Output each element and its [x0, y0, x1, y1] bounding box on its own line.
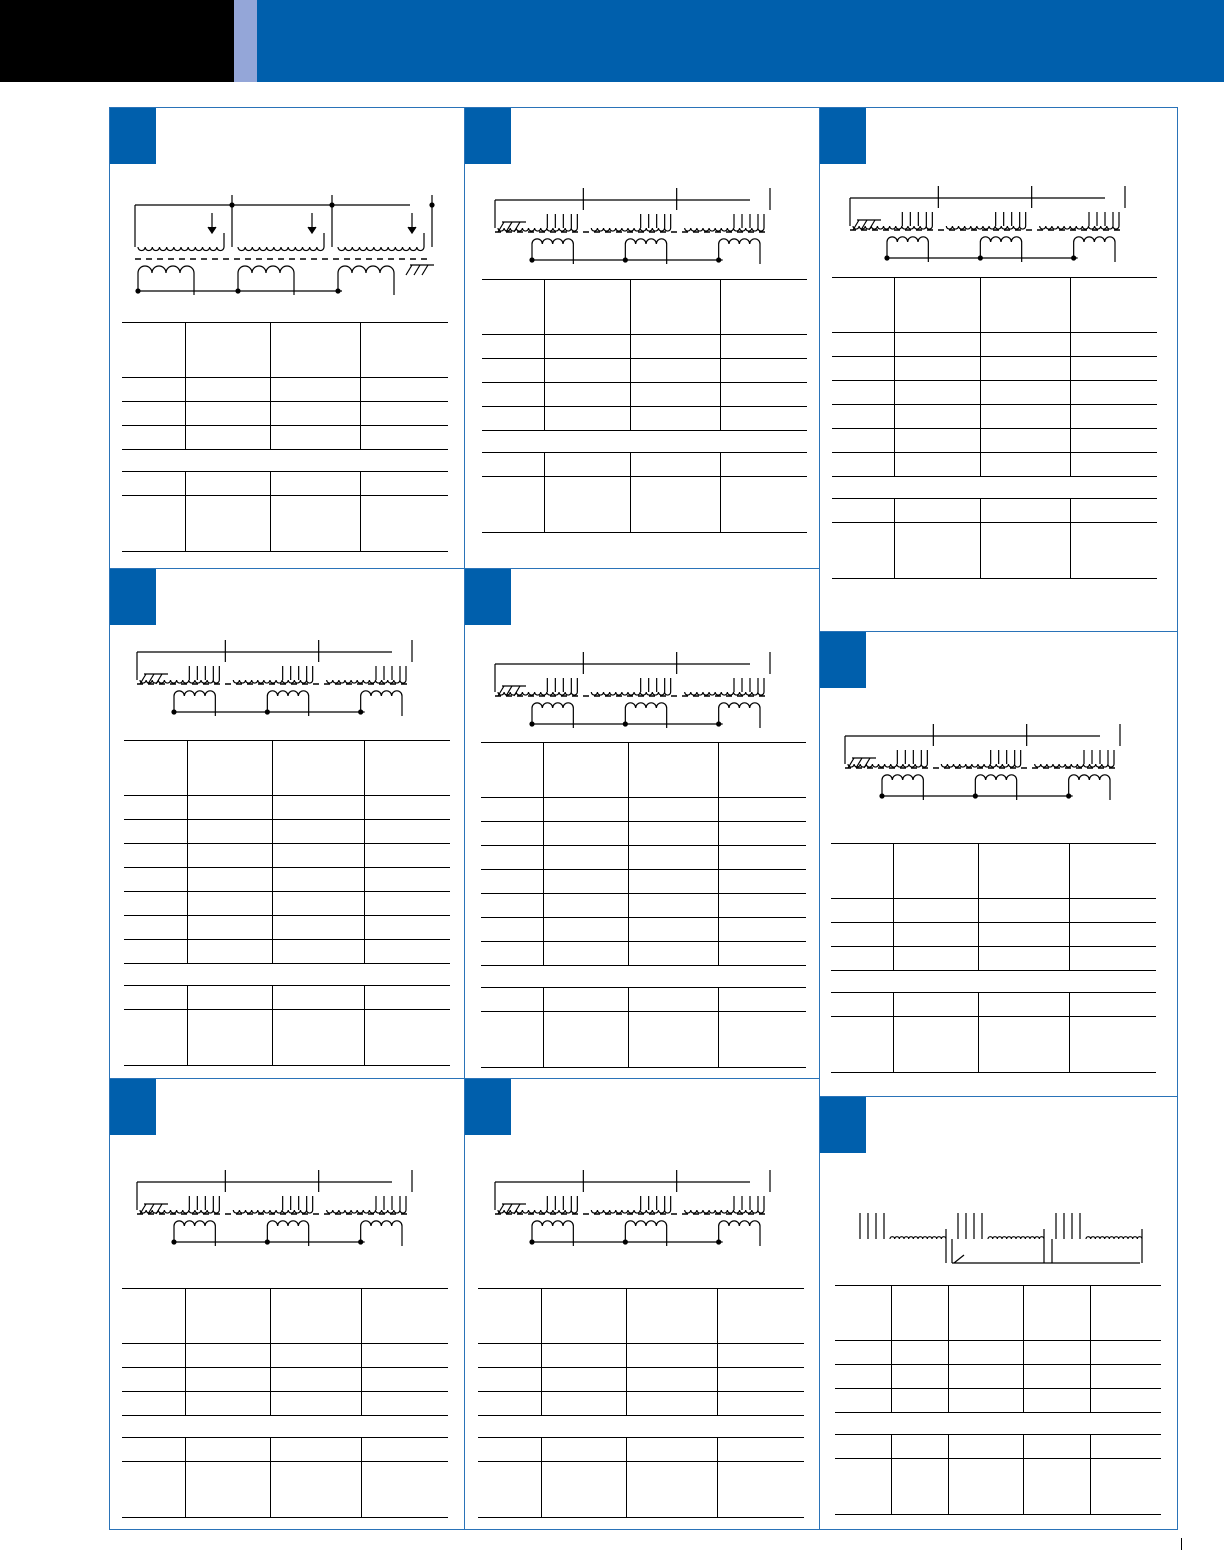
table-row-rule: [122, 401, 448, 402]
table-row-rule: [478, 1391, 804, 1392]
table-row-rule: [831, 898, 1156, 899]
table-row-rule: [832, 428, 1157, 429]
footer-table-column-rule: [1023, 1434, 1024, 1514]
footer-table-rule: [835, 1458, 1161, 1459]
footer-table-column-rule: [270, 1437, 271, 1517]
secondary-coil: [625, 1221, 666, 1226]
secondary-coil: [361, 1221, 402, 1226]
footer-table-bottom-rule: [124, 1065, 450, 1066]
transformer-winding-diagram: [495, 1170, 770, 1246]
table-column-rule: [626, 1288, 627, 1415]
table-row-rule: [122, 1367, 448, 1368]
grid-top-border: [109, 107, 1178, 108]
panel-number-badge: [110, 1079, 156, 1135]
table-column-rule: [272, 740, 273, 963]
table-column-rule: [360, 322, 361, 449]
panel-number-badge: [465, 569, 511, 625]
primary-coil: [140, 1210, 219, 1213]
table-top-rule: [478, 1288, 804, 1289]
footer-table-column-rule: [717, 1437, 718, 1517]
footer-table-column-rule: [718, 987, 719, 1067]
footer-table-column-rule: [272, 985, 273, 1065]
primary-coil: [498, 228, 577, 231]
junction-dot: [330, 203, 334, 207]
secondary-coil: [267, 691, 308, 696]
secondary-coil: [719, 703, 760, 708]
footer-table-rule: [124, 985, 450, 986]
secondary-coil: [1069, 775, 1110, 780]
panel-number-badge: [820, 108, 866, 164]
table-row-rule: [122, 1415, 448, 1416]
footer-table-column-rule: [187, 985, 188, 1065]
delta-diagonal: [954, 1255, 964, 1263]
secondary-coil: [1074, 237, 1115, 242]
primary-coil: [498, 692, 577, 695]
transformer-winding-diagram: [495, 652, 770, 728]
transformer-winding-diagram: [860, 1213, 1142, 1263]
table-top-rule: [124, 740, 450, 741]
table-column-rule: [185, 1288, 186, 1415]
footer-table-column-rule: [1070, 498, 1071, 578]
footer-table-rule: [122, 471, 448, 472]
table-column-rule: [1070, 277, 1071, 476]
table-row-rule: [835, 1412, 1161, 1413]
footer-table-column-rule: [720, 452, 721, 532]
primary-coil: [848, 764, 927, 767]
transformer-winding-diagram: [850, 186, 1125, 262]
table-column-rule: [270, 322, 271, 449]
table-top-rule: [122, 322, 448, 323]
ground-hatch: [422, 265, 428, 275]
table-row-rule: [122, 449, 448, 450]
table-column-rule: [1069, 843, 1070, 970]
panel-number-badge: [465, 1079, 511, 1135]
secondary-coil: [532, 703, 573, 708]
table-row-rule: [124, 963, 450, 964]
table-column-rule: [361, 1288, 362, 1415]
table-row-rule: [124, 891, 450, 892]
table-row-rule: [481, 893, 806, 894]
tap-arrow-head: [308, 227, 316, 233]
table-row-rule: [478, 1415, 804, 1416]
secondary-coil: [625, 703, 666, 708]
table-row-rule: [482, 334, 807, 335]
primary-coil: [685, 1210, 764, 1213]
footer-table-column-rule: [980, 498, 981, 578]
grid-bottom-border: [109, 1529, 1178, 1530]
primary-coil: [327, 1210, 406, 1213]
primary-coil: [853, 226, 932, 229]
secondary-coil: [882, 775, 923, 780]
table-column-rule: [978, 843, 979, 970]
primary-coil: [1040, 226, 1119, 229]
table-top-rule: [481, 742, 806, 743]
footer-table-rule: [122, 1437, 448, 1438]
table-column-rule: [270, 1288, 271, 1415]
secondary-coil: [980, 237, 1021, 242]
table-row-rule: [124, 939, 450, 940]
table-row-rule: [835, 1388, 1161, 1389]
primary-coil: [946, 226, 1025, 229]
tap-arrow-head: [208, 227, 216, 233]
footer-table-rule: [831, 992, 1156, 993]
footer-table-bottom-rule: [122, 1517, 448, 1518]
table-column-rule: [894, 277, 895, 476]
table-row-rule: [832, 452, 1157, 453]
table-column-rule: [891, 1285, 892, 1412]
primary-coil: [1086, 1237, 1142, 1239]
transformer-winding-diagram: [135, 195, 434, 295]
footer-table-bottom-rule: [835, 1514, 1161, 1515]
connection-diagram: [490, 644, 790, 744]
footer-table-column-rule: [894, 498, 895, 578]
footer-table-rule: [478, 1437, 804, 1438]
table-row-rule: [122, 425, 448, 426]
primary-coil: [591, 228, 670, 231]
table-row-rule: [832, 380, 1157, 381]
table-row-rule: [831, 946, 1156, 947]
footer-table-column-rule: [360, 471, 361, 551]
footer-table-column-rule: [893, 992, 894, 1072]
table-top-rule: [482, 279, 807, 280]
table-row-rule: [481, 821, 806, 822]
header-title-bar: [257, 0, 1224, 82]
table-row-rule: [124, 795, 450, 796]
table-column-rule: [541, 1288, 542, 1415]
secondary-coil: [238, 266, 294, 273]
table-row-rule: [124, 819, 450, 820]
transformer-winding-diagram: [845, 724, 1120, 800]
table-row-rule: [122, 1343, 448, 1344]
transformer-winding-diagram: [137, 640, 412, 716]
table-column-rule: [980, 277, 981, 476]
primary-coil: [941, 764, 1020, 767]
secondary-coil: [174, 691, 215, 696]
secondary-coil: [975, 775, 1016, 780]
secondary-coil: [138, 266, 194, 273]
footer-table-column-rule: [626, 1437, 627, 1517]
table-row-rule: [481, 845, 806, 846]
footer-table-rule: [832, 498, 1157, 499]
table-row-rule: [832, 356, 1157, 357]
panel-number-badge: [465, 108, 511, 164]
footer-table-bottom-rule: [122, 551, 448, 552]
grid-column-divider-2: [819, 107, 820, 1530]
table-row-rule: [835, 1340, 1161, 1341]
panel-number-badge: [820, 1097, 866, 1153]
table-column-rule: [720, 279, 721, 430]
connection-diagram: [130, 185, 450, 310]
secondary-coil: [532, 239, 573, 244]
secondary-coil: [719, 239, 760, 244]
header-black-block: [0, 0, 234, 82]
table-row-rule: [481, 965, 806, 966]
table-row-rule: [481, 941, 806, 942]
primary-coil: [140, 680, 219, 683]
footer-table-rule: [478, 1461, 804, 1462]
table-row-rule: [835, 1364, 1161, 1365]
grid-left-border: [109, 107, 110, 1530]
table-row-rule: [831, 970, 1156, 971]
primary-coil: [238, 247, 324, 251]
footer-table-column-rule: [1069, 992, 1070, 1072]
primary-coil: [233, 1210, 312, 1213]
footer-table-rule: [831, 1016, 1156, 1017]
secondary-coil: [625, 239, 666, 244]
table-column-rule: [185, 322, 186, 449]
table-row-rule: [482, 382, 807, 383]
panel-number-badge: [110, 108, 156, 164]
footer-table-rule: [124, 1009, 450, 1010]
table-row-rule: [478, 1343, 804, 1344]
primary-coil: [890, 1237, 946, 1239]
secondary-coil: [267, 1221, 308, 1226]
footer-table-column-rule: [948, 1434, 949, 1514]
primary-coil: [988, 1237, 1044, 1239]
footer-table-rule: [482, 452, 807, 453]
primary-coil: [685, 692, 764, 695]
table-row-rule: [124, 915, 450, 916]
table-top-rule: [832, 277, 1157, 278]
table-row-rule: [481, 917, 806, 918]
footer-table-rule: [122, 1461, 448, 1462]
connection-diagram: [132, 632, 432, 732]
table-column-rule: [544, 279, 545, 430]
table-column-rule: [1090, 1285, 1091, 1412]
table-row-rule: [482, 406, 807, 407]
primary-coil: [327, 680, 406, 683]
transformer-winding-diagram: [495, 188, 770, 264]
primary-coil: [498, 1210, 577, 1213]
connection-diagram: [840, 716, 1140, 816]
page-number-marker: [1181, 1538, 1182, 1550]
footer-table-column-rule: [185, 471, 186, 551]
table-row-rule: [481, 797, 806, 798]
secondary-coil: [719, 1221, 760, 1226]
grid-row-divider-d: [819, 1096, 1178, 1097]
footer-table-rule: [482, 476, 807, 477]
footer-table-column-rule: [270, 471, 271, 551]
table-row-rule: [124, 867, 450, 868]
footer-table-rule: [832, 522, 1157, 523]
header-accent-stripe: [234, 0, 257, 82]
footer-table-column-rule: [628, 987, 629, 1067]
table-top-rule: [835, 1285, 1161, 1286]
table-top-rule: [122, 1288, 448, 1289]
footer-table-bottom-rule: [482, 532, 807, 533]
ground-hatch: [414, 265, 420, 275]
grid-row-divider-c: [819, 631, 1178, 632]
table-row-rule: [481, 869, 806, 870]
secondary-coil: [174, 1221, 215, 1226]
grid-column-divider-1: [464, 107, 465, 1530]
table-row-rule: [832, 332, 1157, 333]
connection-diagram: [490, 180, 790, 280]
footer-table-column-rule: [541, 1437, 542, 1517]
footer-table-column-rule: [364, 985, 365, 1065]
table-row-rule: [124, 843, 450, 844]
table-row-rule: [478, 1367, 804, 1368]
table-column-rule: [948, 1285, 949, 1412]
table-column-rule: [364, 740, 365, 963]
footer-table-column-rule: [361, 1437, 362, 1517]
table-column-rule: [543, 742, 544, 965]
footer-table-column-rule: [630, 452, 631, 532]
primary-coil: [138, 247, 224, 251]
secondary-coil: [532, 1221, 573, 1226]
table-column-rule: [893, 843, 894, 970]
table-row-rule: [831, 922, 1156, 923]
junction-dot: [430, 203, 434, 207]
table-row-rule: [482, 430, 807, 431]
secondary-coil: [887, 237, 928, 242]
table-row-rule: [482, 358, 807, 359]
footer-table-rule: [481, 987, 806, 988]
ground-hatch: [406, 265, 412, 275]
table-row-rule: [122, 377, 448, 378]
grid-right-border: [1177, 107, 1178, 1530]
table-row-rule: [122, 1391, 448, 1392]
junction-dot: [230, 203, 234, 207]
primary-coil: [233, 680, 312, 683]
footer-table-column-rule: [1090, 1434, 1091, 1514]
primary-coil: [338, 247, 424, 251]
footer-table-bottom-rule: [832, 578, 1157, 579]
tap-arrow-head: [408, 227, 416, 233]
footer-table-rule: [122, 495, 448, 496]
primary-coil: [591, 1210, 670, 1213]
connection-diagram: [132, 1162, 432, 1262]
connection-diagram: [490, 1162, 790, 1262]
table-row-rule: [832, 476, 1157, 477]
footer-table-column-rule: [978, 992, 979, 1072]
table-top-rule: [831, 843, 1156, 844]
connection-diagram: [845, 178, 1145, 278]
secondary-coil: [361, 691, 402, 696]
footer-table-column-rule: [543, 987, 544, 1067]
footer-table-bottom-rule: [481, 1067, 806, 1068]
table-column-rule: [717, 1288, 718, 1415]
primary-coil: [591, 692, 670, 695]
footer-table-bottom-rule: [831, 1072, 1156, 1073]
footer-table-column-rule: [185, 1437, 186, 1517]
footer-table-column-rule: [544, 452, 545, 532]
table-row-rule: [832, 404, 1157, 405]
panel-number-badge: [820, 632, 866, 688]
footer-table-rule: [835, 1434, 1161, 1435]
connection-diagram: [855, 1195, 1145, 1270]
panel-number-badge: [110, 569, 156, 625]
table-column-rule: [187, 740, 188, 963]
table-column-rule: [630, 279, 631, 430]
footer-table-bottom-rule: [478, 1517, 804, 1518]
footer-table-column-rule: [891, 1434, 892, 1514]
footer-table-rule: [481, 1011, 806, 1012]
secondary-coil: [338, 266, 394, 273]
transformer-winding-diagram: [137, 1170, 412, 1246]
table-column-rule: [1023, 1285, 1024, 1412]
table-column-rule: [718, 742, 719, 965]
table-column-rule: [628, 742, 629, 965]
primary-coil: [685, 228, 764, 231]
primary-coil: [1035, 764, 1114, 767]
